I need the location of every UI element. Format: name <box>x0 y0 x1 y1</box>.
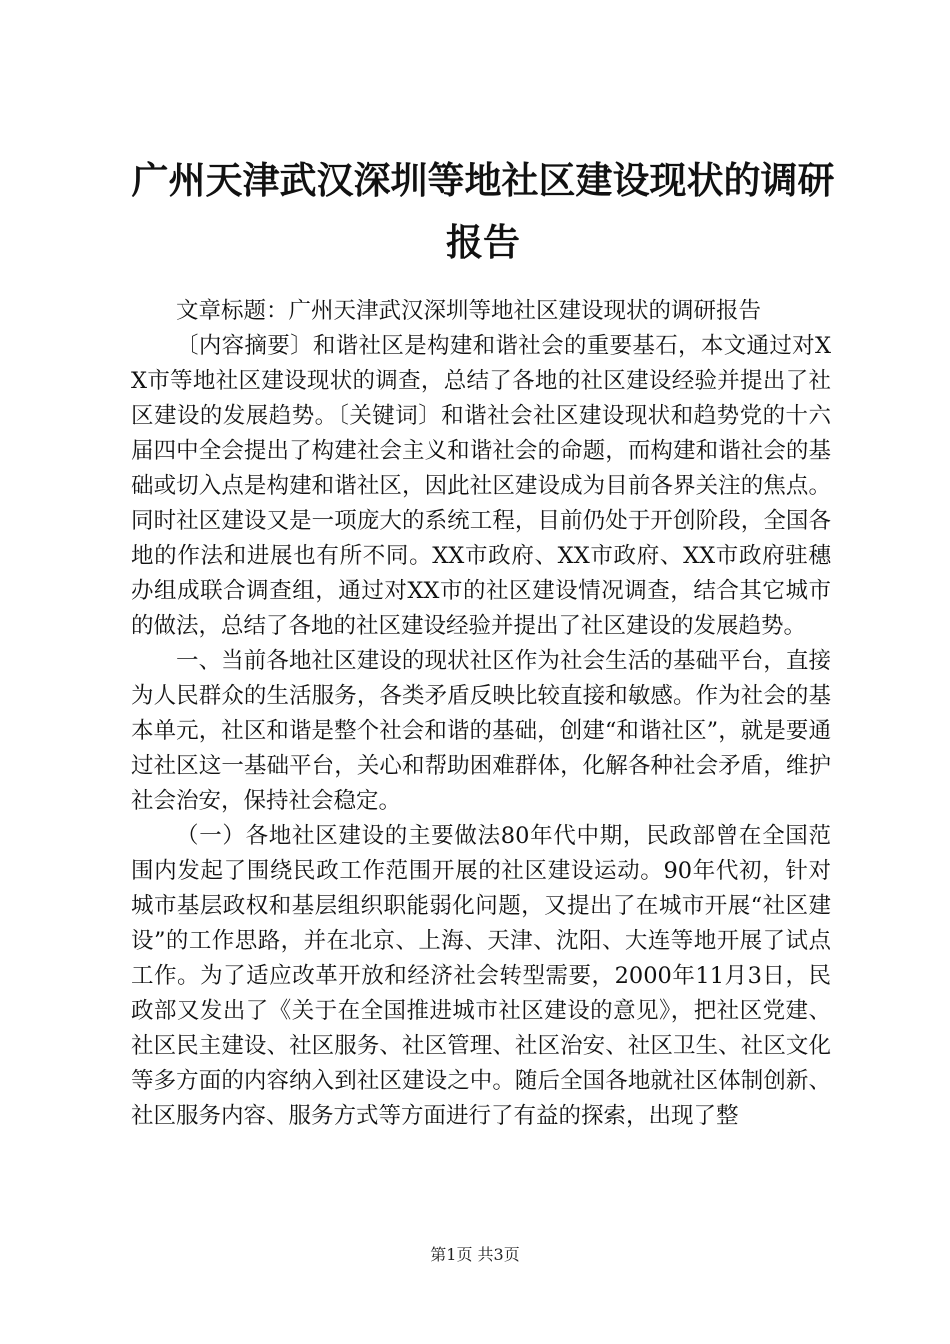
paragraph-abstract: 〔内容摘要〕和谐社区是构建和谐社会的重要基石，本文通过对XX市等地社区建设现状的调查，总结了各地的社区建设经验并提出了社区建设的发展趋势。〔关键词〕和谐社会社区建设现状和趋势党的十六届四中全会提出了构建社会主义和谐社会的命题，而构建和谐社会的基础或切入点是构建和谐社区，因此社区建设成为目前各界关注的焦点。同时社区建设又是一项庞大的系统工程，目前仍处于开创阶段，全国各地的作法和进展也有所不同。XX市政府、XX市政府、XX市政府驻穗办组成联合调查组，通过对XX市的社区建设情况调查，结合其它城市的做法，总结了各地的社区建设经验并提出了社区建设的发展趋势。 <box>131 333 831 639</box>
document-body <box>131 294 831 1134</box>
page-footer: 第1页 共3页 <box>430 1245 520 1264</box>
paragraph-subsection-one: （一）各地社区建设的主要做法80年代中期，民政部曾在全国范围内发起了围绕民政工作范围开展的社区建设运动。90年代初，针对城市基层政权和基层组织职能弱化问题，又提出了在城市开展“社区建设”的工作思路，并在北京、上海、天津、沈阳、大连等地开展了试点工作。为了适应改革开放和经济社会转型需要，2000年11月3日，民政部又发出了《关于在全国推进城市社区建设的意见》，把社区党建、社区民主建设、社区服务、社区管理、社区治安、社区卫生、社区文化等多方面的内容纳入到社区建设之中。随后全国各地就社区体制创新、社区服务内容、服务方式等方面进行了有益的探索，出现了整 <box>131 823 831 1129</box>
paragraph-article-title: 文章标题：广州天津武汉深圳等地社区建设现状的调研报告 <box>176 298 762 324</box>
document-title: 广州天津武汉深圳等地社区建设现状的调研报告 <box>131 159 835 264</box>
paragraph-section-one: 一、当前各地社区建设的现状社区作为社会生活的基础平台，直接为人民群众的生活服务，各类矛盾反映比较直接和敏感。作为社会的基本单元，社区和谐是整个社会和谐的基础，创建“和谐社区”，就是要通过社区这一基础平台，关心和帮助困难群体，化解各种社会矛盾，维护社会治安，保持社会稳定。 <box>131 648 831 814</box>
